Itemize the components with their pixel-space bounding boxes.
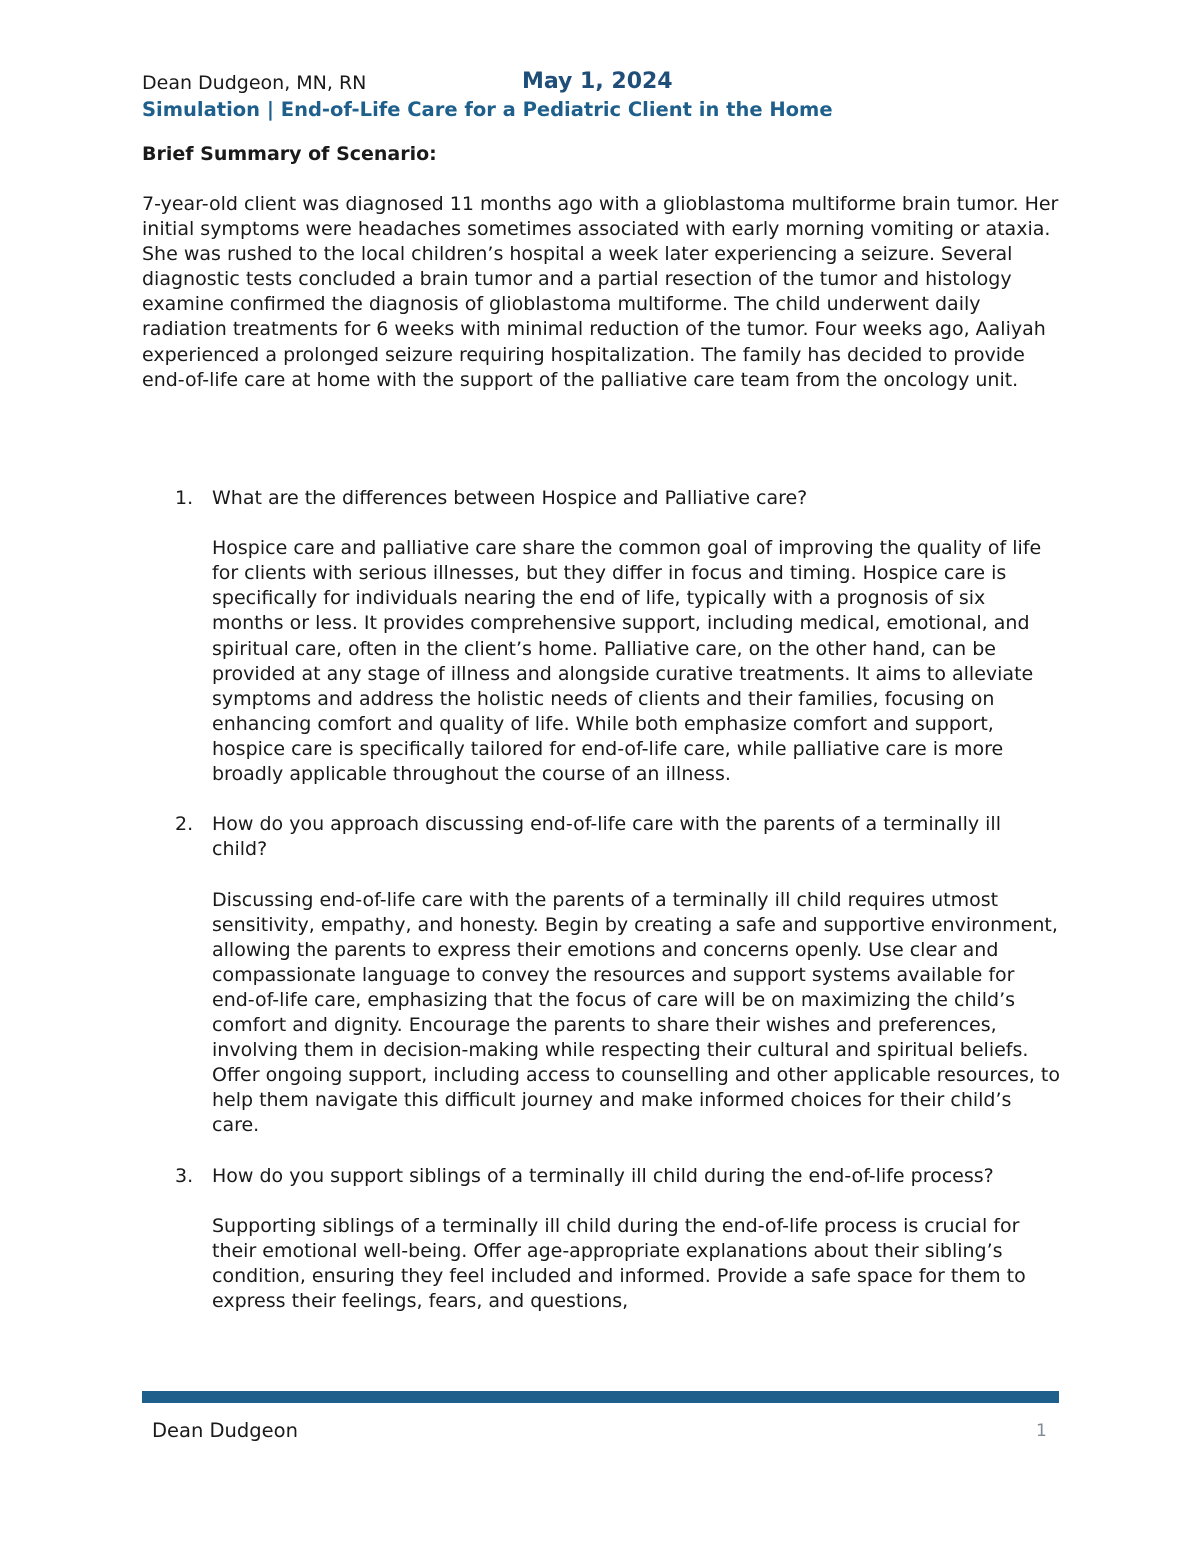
question-number: 1. — [175, 487, 194, 509]
footer-author: Dean Dudgeon — [152, 1419, 298, 1442]
question-number: 3. — [175, 1164, 194, 1187]
author-name: Dean Dudgeon, MN, RN — [142, 72, 367, 94]
question-item — [142, 812, 1062, 1138]
answer-text: Discussing end-of-life care with the parents of a terminally ill child requires utmost sensitivity, empathy, and honesty. Begin by creating a safe and supportive environment, allowing the parents to express their emotions and concerns openly. Use clear and compassionate language to convey the resources and support systems available for end-of-life care, emphasizing that the focus of care will be on maximizing the child’s comfort and dignity. Encourage the parents to share their wishes and preferences, involving them in decision-making while respecting their cultural and spiritual beliefs. Offer ongoing support, including access to counselling and other applicable resources, to help them navigate this difficult journey and make informed choices for their child’s care. — [212, 888, 1061, 1137]
document-date: May 1, 2024 — [522, 69, 673, 94]
summary-text: 7-year-old client was diagnosed 11 months ago with a glioblastoma multiforme brain tumor. Her initial symptoms were headaches sometimes associated with early morning vomiting or ataxia. She was rushed to the local children’s hospital a week later experiencing a seizure. Several diagnostic tests concluded a brain tumor and a partial resection of the tumor and histology examine confirmed the diagnosis of glioblastoma multiforme. The child underwent daily radiation treatments for 6 weeks with minimal reduction of the tumor. Four weeks ago, Aaliyah experienced a prolonged seizure requiring hospitalization. The family has decided to provide end-of-life care at home with the support of the palliative care team from the oncology unit. — [142, 193, 1059, 391]
header — [142, 70, 1042, 100]
question-text: How do you approach discussing end-of-life care with the parents of a terminally ill child? — [212, 813, 1001, 861]
answer-text: Hospice care and palliative care share the common goal of improving the quality of life for clients with serious illnesses, but they differ in focus and timing. Hospice care is specifically for individuals nearing the end of life, typically with a prognosis of six months or less. It provides comprehensive support, including medical, emotional, and spiritual care, often in the client’s home. Palliative care, on the other hand, can be provided at any stage of illness and alongside curative treatments. It aims to alleviate symptoms and address the holistic needs of clients and their families, focusing on enhancing comfort and quality of life. While both emphasize comfort and support, hospice care is specifically tailored for end-of-life care, while palliative care is more broadly applicable throughout the course of an illness. — [212, 537, 1042, 786]
question-number: 2. — [175, 813, 194, 836]
question-text: What are the differences between Hospice and Palliative care? — [212, 487, 808, 509]
footer-divider — [142, 1391, 1059, 1403]
question-list — [142, 486, 1062, 1339]
question-item — [142, 1164, 1062, 1315]
question-item — [142, 486, 1062, 787]
summary-heading: Brief Summary of Scenario: — [142, 143, 437, 165]
page-number: 1 — [1036, 1421, 1047, 1441]
question-text: How do you support siblings of a terminally ill child during the end-of-life process? — [212, 1164, 994, 1187]
document-title: Simulation | End-of-Life Care for a Pediatric Client in the Home — [142, 98, 833, 121]
answer-text: Supporting siblings of a terminally ill child during the end-of-life process is crucial for their emotional well-being. Offer age-appropriate explanations about their sibling’s condition, ensuring they feel included and informed. Provide a safe space for them to express their feelings, fears, and questions, — [212, 1214, 1026, 1312]
